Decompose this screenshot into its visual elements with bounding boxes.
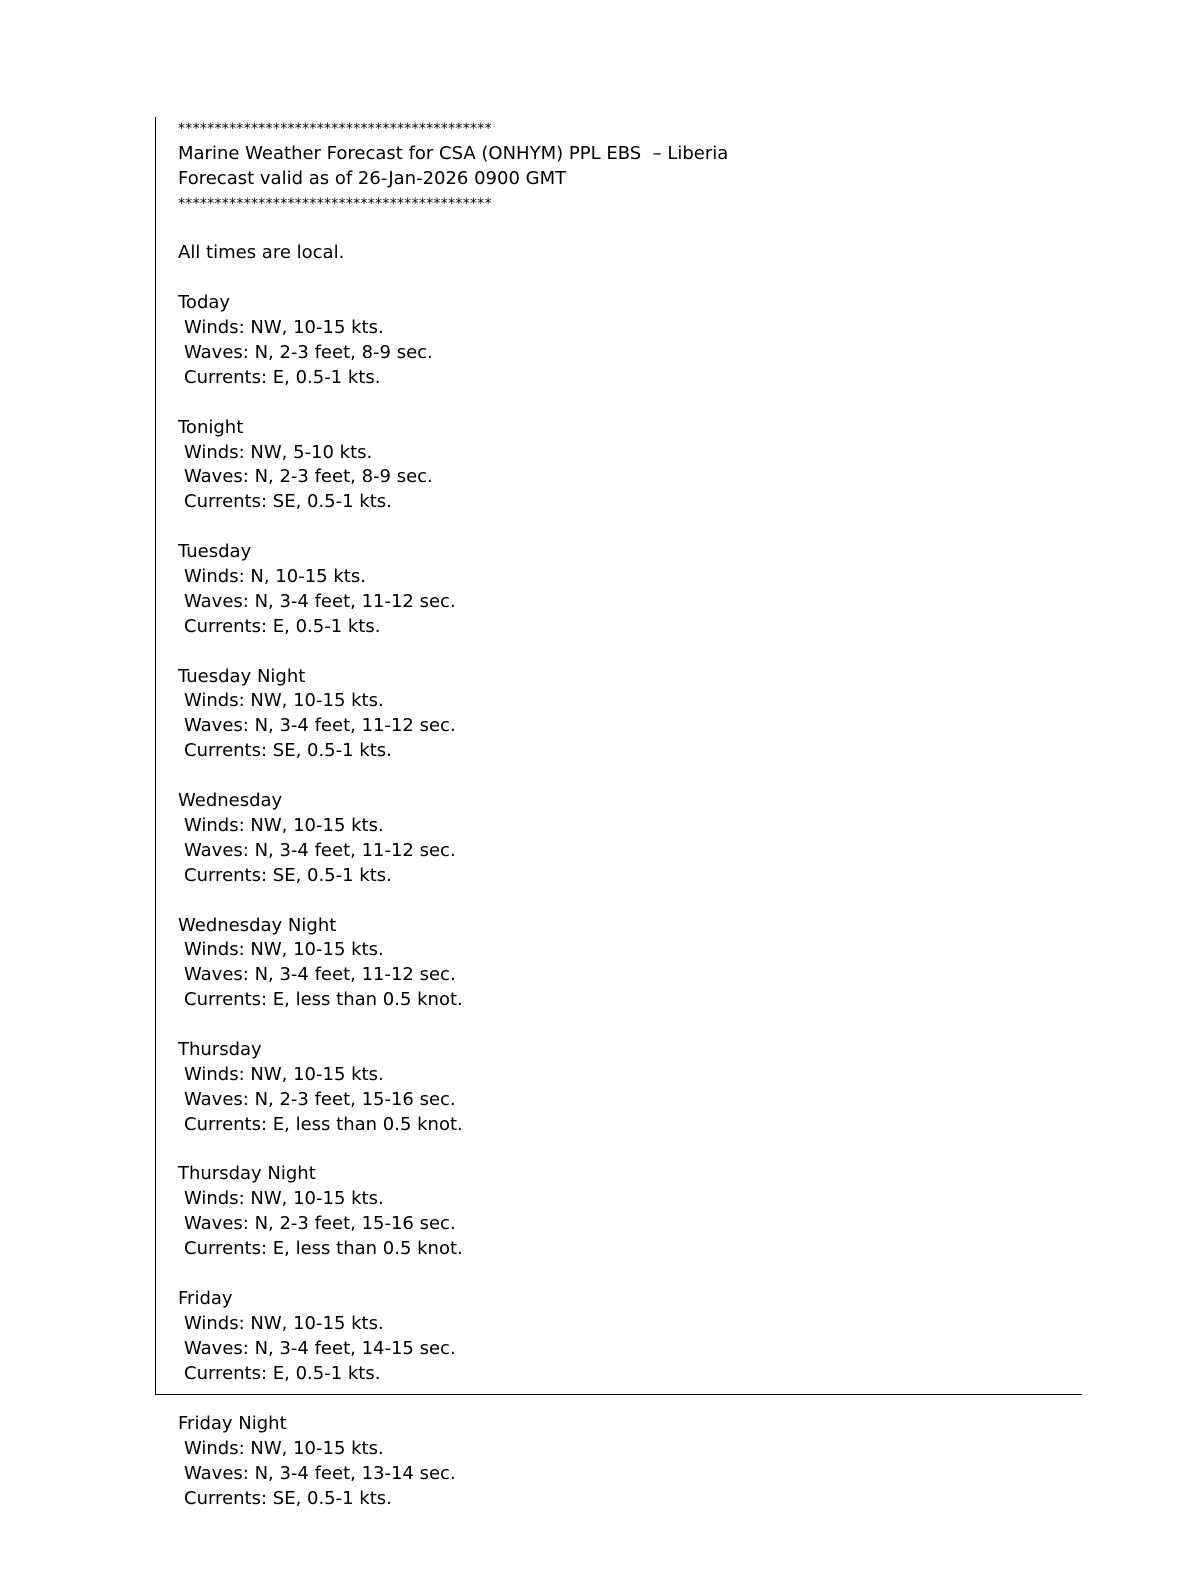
period-friday <box>178 1287 1078 1387</box>
period-waves: Waves: N, 3-4 feet, 11-12 sec. <box>184 590 456 612</box>
spacer <box>178 1138 1078 1163</box>
period-name: Thursday <box>178 1038 262 1060</box>
period-currents: Currents: E, 0.5-1 kts. <box>184 1362 381 1384</box>
period-name: Tonight <box>178 416 244 438</box>
period-currents: Currents: E, less than 0.5 knot. <box>184 1238 463 1260</box>
period-winds: Winds: NW, 10-15 kts. <box>184 317 384 339</box>
period-name: Today <box>178 292 231 314</box>
period-waves: Waves: N, 3-4 feet, 11-12 sec. <box>184 715 456 737</box>
period-waves: Waves: N, 3-4 feet, 11-12 sec. <box>184 839 456 861</box>
period-waves: Waves: N, 2-3 feet, 8-9 sec. <box>184 466 433 488</box>
period-today <box>178 291 1078 415</box>
period-winds: Winds: NW, 10-15 kts. <box>184 1312 384 1334</box>
spacer <box>178 266 1078 291</box>
period-winds: Winds: NW, 5-10 kts. <box>184 441 373 463</box>
period-currents: Currents: SE, 0.5-1 kts. <box>184 1487 392 1509</box>
spacer <box>178 764 1078 789</box>
header-stars-top: ******************************************* <box>178 121 492 137</box>
period-name: Wednesday <box>178 790 283 812</box>
spacer <box>178 515 1078 540</box>
spacer <box>178 889 1078 914</box>
spacer <box>178 391 1078 416</box>
forecast-valid-time: Forecast valid as of 26-Jan-2026 0900 GMT <box>178 167 567 189</box>
period-name: Friday Night <box>178 1413 287 1434</box>
period-winds: Winds: N, 10-15 kts. <box>184 566 366 588</box>
period-waves: Waves: N, 2-3 feet, 15-16 sec. <box>184 1213 456 1235</box>
period-thursday <box>178 1038 1078 1162</box>
period-name: Wednesday Night <box>178 914 337 936</box>
period-tonight <box>178 416 1078 540</box>
spacer <box>178 217 1078 242</box>
period-waves: Waves: N, 3-4 feet, 14-15 sec. <box>184 1337 456 1359</box>
period-wednesday-night <box>178 914 1078 1038</box>
period-currents: Currents: SE, 0.5-1 kts. <box>184 864 392 886</box>
period-winds: Winds: NW, 10-15 kts. <box>184 939 384 961</box>
period-name: Friday <box>178 1287 233 1309</box>
spacer <box>178 640 1078 665</box>
time-note: All times are local. <box>178 242 345 264</box>
period-tuesday-night <box>178 665 1078 789</box>
period-currents: Currents: E, less than 0.5 knot. <box>184 1113 463 1135</box>
period-waves: Waves: N, 2-3 feet, 8-9 sec. <box>184 342 433 364</box>
forecast-body <box>178 117 1078 1386</box>
period-friday-night <box>178 1412 1078 1512</box>
spacer <box>178 1262 1078 1287</box>
forecast-title: Marine Weather Forecast for CSA (ONHYM) PPL EBS – Liberia <box>178 142 729 164</box>
header-stars-bottom: ******************************************* <box>178 195 492 212</box>
period-name: Tuesday Night <box>178 665 306 687</box>
left-border-rule <box>155 117 156 1395</box>
period-waves: Waves: N, 3-4 feet, 11-12 sec. <box>184 964 456 986</box>
period-winds: Winds: NW, 10-15 kts. <box>184 814 384 836</box>
period-wednesday <box>178 789 1078 913</box>
period-winds: Winds: NW, 10-15 kts. <box>184 690 384 712</box>
period-name: Thursday Night <box>178 1163 316 1185</box>
period-currents: Currents: E, 0.5-1 kts. <box>184 366 381 388</box>
period-winds: Winds: NW, 10-15 kts. <box>184 1063 384 1085</box>
period-currents: Currents: E, less than 0.5 knot. <box>184 989 463 1011</box>
spacer <box>178 1013 1078 1038</box>
period-name: Tuesday <box>178 541 252 563</box>
period-waves: Waves: N, 2-3 feet, 15-16 sec. <box>184 1088 456 1110</box>
period-winds: Winds: NW, 10-15 kts. <box>184 1437 384 1459</box>
period-currents: Currents: E, 0.5-1 kts. <box>184 615 381 637</box>
bottom-border-rule <box>155 1394 1082 1395</box>
period-winds: Winds: NW, 10-15 kts. <box>184 1188 384 1210</box>
period-thursday-night <box>178 1162 1078 1286</box>
period-currents: Currents: SE, 0.5-1 kts. <box>184 491 392 513</box>
period-tuesday <box>178 540 1078 664</box>
period-waves: Waves: N, 3-4 feet, 13-14 sec. <box>184 1462 456 1484</box>
period-currents: Currents: SE, 0.5-1 kts. <box>184 740 392 762</box>
